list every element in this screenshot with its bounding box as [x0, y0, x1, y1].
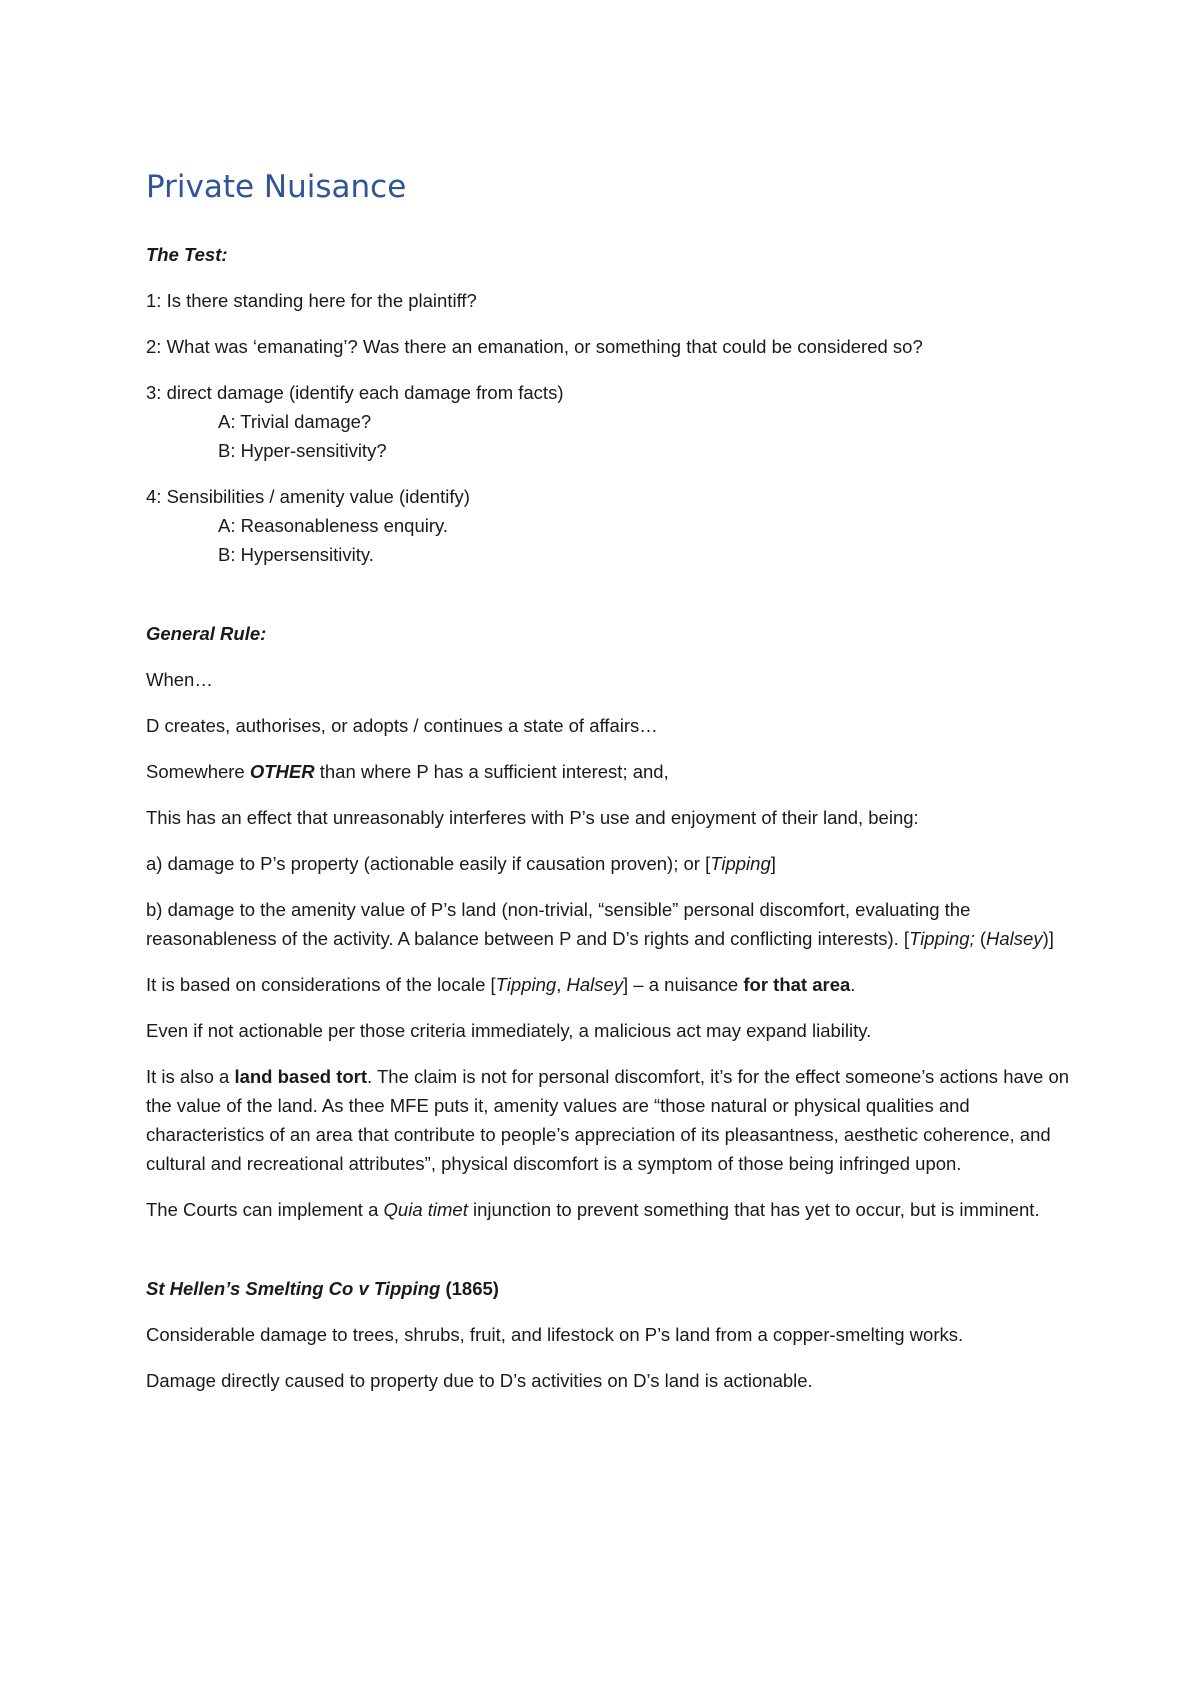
- test-question-3-text: 3: direct damage (identify each damage from facts): [146, 382, 564, 403]
- test-question-3: [146, 378, 1076, 465]
- case-name: St Hellen’s Smelting Co v Tipping: [146, 1278, 441, 1299]
- section-spacer: [146, 586, 1076, 619]
- rule-locale: [146, 970, 1076, 999]
- test-question-1: 1: Is there standing here for the plaintiff?: [146, 290, 477, 311]
- rule-item-a-text: a) damage to P’s property (actionable easily if causation proven); or [: [146, 853, 711, 874]
- test-question-4b: B: Hypersensitivity.: [218, 544, 374, 565]
- rule-item-b-close: )]: [1042, 928, 1054, 949]
- rule-malicious: Even if not actionable per those criteria immediately, a malicious act may expand liability.: [146, 1020, 872, 1041]
- rule-land-pre: It is also a: [146, 1066, 235, 1087]
- test-question-2: 2: What was ‘emanating’? Was there an emanation, or something that could be considered so?: [146, 336, 923, 357]
- case-heading: [146, 1274, 1076, 1303]
- test-heading: The Test:: [146, 244, 228, 265]
- rule-when: When…: [146, 669, 213, 690]
- test-question-4-text: 4: Sensibilities / amenity value (identify): [146, 486, 470, 507]
- rule-item-a-close: ]: [770, 853, 776, 874]
- rule-land-based: [146, 1062, 1076, 1178]
- document-body: [146, 168, 1076, 1412]
- page-title: Private Nuisance: [146, 169, 407, 205]
- rule-locale-text: It is based on considerations of the locale [: [146, 974, 496, 995]
- test-question-3b: B: Hyper-sensitivity?: [218, 440, 387, 461]
- case-holding: Damage directly caused to property due to D’s activities on D’s land is actionable.: [146, 1370, 813, 1391]
- rule-locale-end: .: [850, 974, 856, 995]
- rule-quia-timet: [146, 1195, 1076, 1224]
- case-citation: Halsey: [566, 974, 624, 995]
- rule-locale-comma: ,: [556, 974, 567, 995]
- rule-quia-pre: The Courts can implement a: [146, 1199, 384, 1220]
- case-citation: Tipping;: [909, 928, 975, 949]
- test-question-4: [146, 482, 1076, 569]
- section-spacer: [146, 1241, 1076, 1274]
- test-question-3a: A: Trivial damage?: [218, 411, 372, 432]
- case-citation: Halsey: [986, 928, 1043, 949]
- rule-heading: General Rule:: [146, 623, 267, 644]
- rule-item-b-mid: (: [974, 928, 987, 949]
- rule-somewhere: [146, 757, 1076, 786]
- case-citation: Tipping: [495, 974, 557, 995]
- test-question-4a: A: Reasonableness enquiry.: [218, 515, 449, 536]
- rule-item-b-text: b) damage to the amenity value of P’s land (non-trivial, “sensible” personal discomfort, evaluating the reasonableness of the activity. A balance between P and D’s rights and conflicting interests). [: [146, 899, 971, 949]
- rule-quia-post: injunction to prevent something that has yet to occur, but is imminent.: [467, 1199, 1040, 1220]
- rule-item-a: [146, 849, 1076, 878]
- case-citation: Tipping: [710, 853, 771, 874]
- rule-land-post: . The claim is not for personal discomfort, it’s for the effect someone’s actions have on the value of the land. As thee MFE puts it, amenity values are “those natural or physical qualities and characteristics of an area that contribute to people’s appreciation of its pleasantness, aesthetic coherence, and cultural and recreational attributes”, physical discomfort is a symptom of those being infringed upon.: [146, 1066, 1070, 1174]
- rule-quia-term: Quia timet: [383, 1199, 468, 1220]
- rule-creates: D creates, authorises, or adopts / continues a state of affairs…: [146, 715, 658, 736]
- rule-land-emphasis: land based tort: [234, 1066, 368, 1087]
- rule-somewhere-post: than where P has a sufficient interest; and,: [314, 761, 669, 782]
- case-year: (1865): [440, 1278, 499, 1299]
- rule-somewhere-pre: Somewhere: [146, 761, 250, 782]
- case-facts: Considerable damage to trees, shrubs, fruit, and lifestock on P’s land from a copper-smelting works.: [146, 1324, 964, 1345]
- rule-somewhere-emphasis: OTHER: [249, 761, 315, 782]
- rule-effect: This has an effect that unreasonably interferes with P’s use and enjoyment of their land, being:: [146, 807, 919, 828]
- rule-locale-emphasis: for that area: [743, 974, 851, 995]
- rule-item-b: [146, 895, 1076, 953]
- rule-locale-mid: ] – a nuisance: [623, 974, 744, 995]
